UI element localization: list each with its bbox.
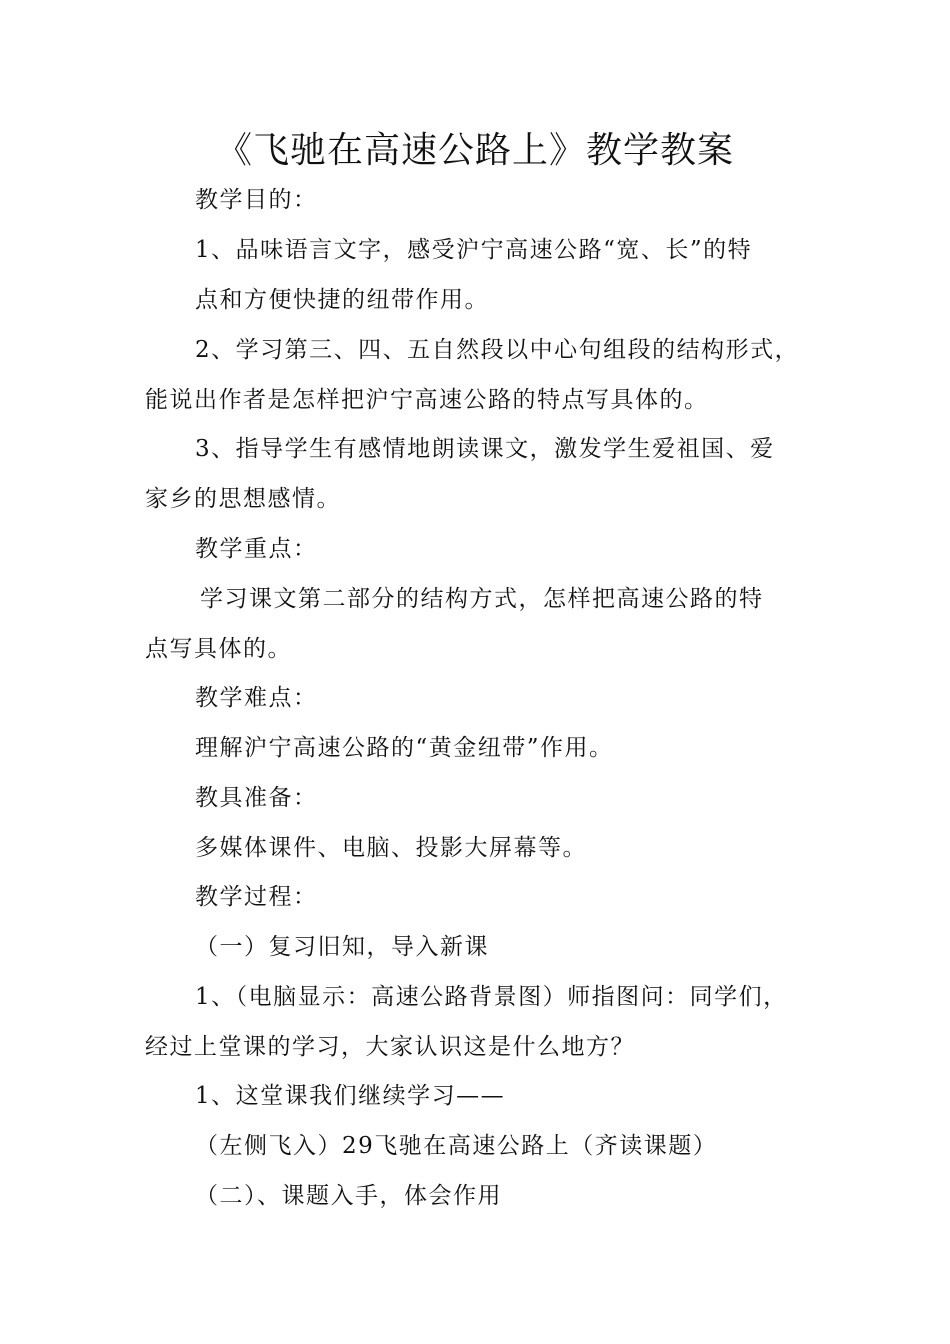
paragraph-line: 学习课文第二部分的结构方式，怎样把高速公路的特 [200,586,764,612]
paragraph-line: 经过上堂课的学习，大家认识这是什么地方？ [145,1034,635,1060]
paragraph-line: （左侧飞入）29飞驰在高速公路上（齐读课题） [195,1133,718,1159]
paragraph-line: 1、品味语言文字，感受沪宁高速公路“宽、长”的特 [195,237,753,263]
section-heading-process: 教学过程： [195,884,318,910]
subsection-heading: （一）复习旧知，导入新课 [195,934,489,960]
paragraph-line: 多媒体课件、电脑、投影大屏幕等。 [195,835,587,861]
paragraph-line: 2、学习第三、四、五自然段以中心句组段的结构形式， [195,337,800,363]
paragraph-line: 3、指导学生有感情地朗读课文，激发学生爱祖国、爱 [195,436,775,462]
paragraph-line: 1、这堂课我们继续学习—— [195,1083,506,1109]
paragraph-line: 理解沪宁高速公路的“黄金纽带”作用。 [195,735,614,761]
section-heading-objectives: 教学目的： [195,187,318,213]
section-heading-materials: 教具准备： [195,785,318,811]
paragraph-line: 家乡的思想感情。 [145,486,341,512]
paragraph-line: 能说出作者是怎样把沪宁高速公路的特点写具体的。 [145,387,709,413]
paragraph-line: 1、（电脑显示：高速公路背景图）师指图问：同学们， [195,984,788,1010]
paragraph-line: 点和方便快捷的纽带作用。 [195,287,489,313]
section-heading-key-points: 教学重点： [195,536,318,562]
paragraph-line: 点写具体的。 [145,636,292,662]
document-title: 《飞驰在高速公路上》教学教案 [215,130,734,171]
section-heading-difficulties: 教学难点： [195,685,318,711]
subsection-heading: （二）、课题入手，体会作用 [195,1183,502,1209]
